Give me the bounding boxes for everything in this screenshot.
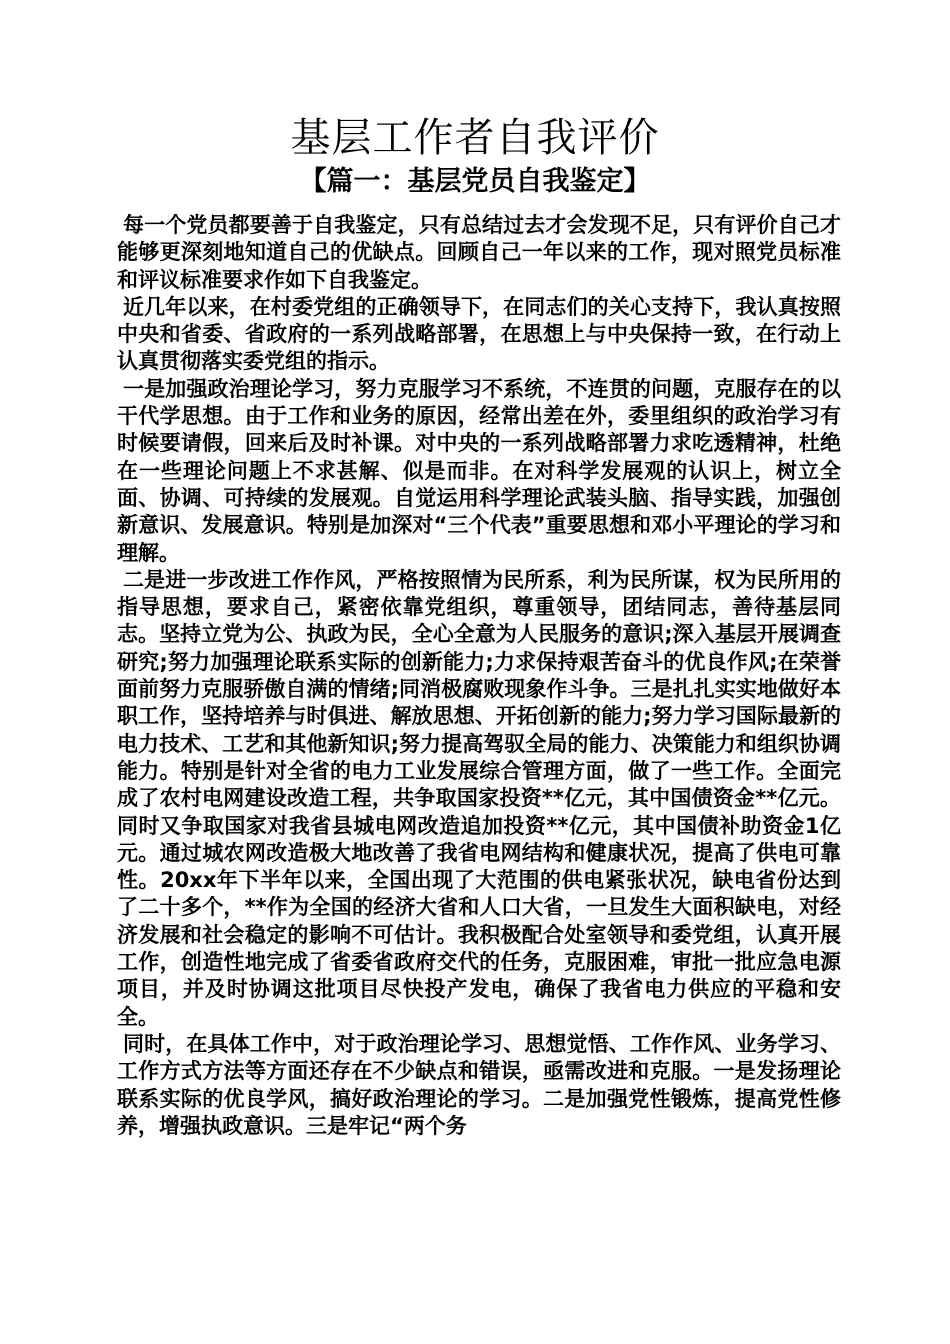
document-subtitle: 【篇一：基层党员自我鉴定】 bbox=[299, 166, 651, 197]
paragraph-1: 每一个党员都要善于自我鉴定，只有总结过去才会发现不足，只有评价自己才能够更深刻地知道自己的优缺点。回顾自己一年以来的工作，现对照党员标准和评议标准要求作如下自我鉴定。 bbox=[117, 213, 841, 292]
paragraph-5: 同时，在具体工作中，对于政治理论学习、思想觉悟、工作作风、业务学习、工作方式方法等方面还存在不少缺点和错误，亟需改进和克服。一是发扬理论联系实际的优良学风，搞好政治理论的学习。二是加强党性锻炼，提高党性修养，增强执政意识。三是牢记“两个务 bbox=[117, 1031, 841, 1138]
document-title: 基层工作者自我评价 bbox=[290, 115, 660, 161]
paragraph-3: 一是加强政治理论学习，努力克服学习不系统，不连贯的问题，克服存在的以干代学思想。由于工作和业务的原因，经常出差在外，委里组织的政治学习有时候要请假，回来后及时补课。对中央的一系列战略部署力求吃透精神，杜绝在一些理论问题上不求甚解、似是而非。在对科学发展观的认识上，树立全面、协调、可持续的发展观。自觉运用科学理论武装头脑、指导实践，加强创新意识、发展意识。特别是加深对“三个代表”重要思想和邓小平理论的学习和理解。 bbox=[117, 376, 841, 565]
paragraph-2: 近几年以来，在村委党组的正确领导下，在同志们的关心支持下，我认真按照中央和省委、省政府的一系列战略部署，在思想上与中央保持一致，在行动上认真贯彻落实委党组的指示。 bbox=[117, 294, 841, 374]
document-body bbox=[117, 212, 841, 1140]
paragraph-4: 二是进一步改进工作作风，严格按照情为民所系，利为民所谋，权为民所用的指导思想，要求自己，紧密依靠党组织，尊重领导，团结同志，善待基层同志。坚持立党为公、执政为民，全心全意为人民服务的意识;深入基层开展调查研究;努力加强理论联系实际的创新能力;力求保持艰苦奋斗的优良作风;在荣誉面前努力克服骄傲自满的情绪;同消极腐败现象作斗争。三是扎扎实实地做好本职工作，坚持培养与时俱进、解放思想、开拓创新的能力;努力学习国际最新的电力技术、工艺和其他新知识;努力提高驾驭全局的能力、决策能力和组织协调能力。特别是针对全省的电力工业发展综合管理方面，做了一些工作。全面完成了农村电网建设改造工程，共争取国家投资**亿元，其中国债资金**亿元。同时又争取国家对我省县城电网改造追加投资**亿元，其中国债补助资金1亿元。通过城农网改造极大地改善了我省电网结构和健康状况，提高了供电可靠性。20xx年下半年以来，全国出现了大范围的供电紧张状况，缺电省份达到了二十多个，**作为全国的经济大省和人口大省，一旦发生大面积缺电，对经济发展和社会稳定的影响不可估计。我积极配合处室领导和委党组，认真开展工作，创造性地完成了省委省政府交代的任务，克服困难，审批一批应急电源项目，并及时协调这批项目尽快投产发电，确保了我省电力供应的平稳和安全。 bbox=[117, 567, 841, 1029]
